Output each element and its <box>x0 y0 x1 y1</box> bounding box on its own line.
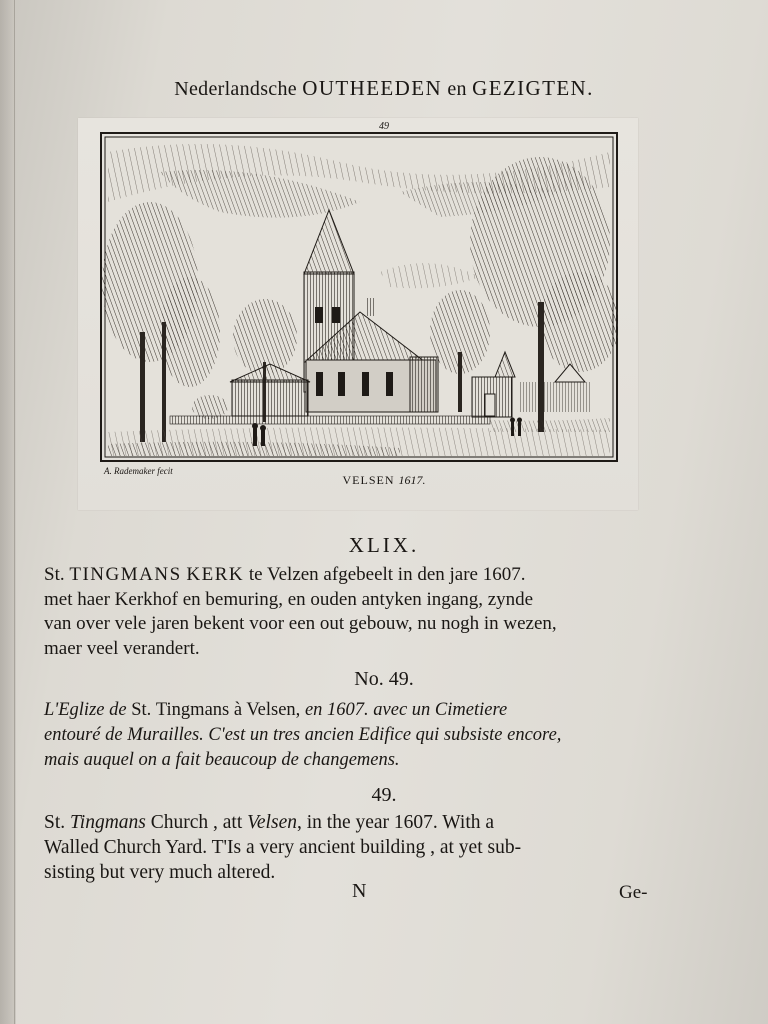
french-line-1 <box>44 698 664 723</box>
english-line-1-b: , in the year 1607. With a <box>296 812 495 833</box>
english-line-2: Walled Church Yard. T'Is a very ancient building , at yet sub- <box>44 837 522 858</box>
entry-number: 49. <box>371 784 397 806</box>
english-line-1-a: Church , att <box>150 812 243 833</box>
french-line-1-a: L'Eglize de <box>44 700 127 720</box>
entry-number-label: No. 49. <box>354 668 414 690</box>
dutch-saint: St. <box>44 564 65 585</box>
running-title <box>0 76 768 101</box>
english-description <box>44 810 664 885</box>
dutch-description <box>44 563 664 661</box>
dutch-name: TINGMANS <box>69 564 182 585</box>
dutch-line-3: van over vele jaren bekent voor een out gebouw, nu nogh in wezen, <box>44 613 557 634</box>
french-saint: St. <box>131 700 152 720</box>
plate-number: 49 <box>379 121 389 132</box>
engraver-credit: A. Rademaker fecit <box>104 466 173 476</box>
title-connector: en <box>447 78 467 100</box>
church-engraving <box>100 132 618 462</box>
entry-roman-numeral: XLIX. <box>348 533 420 557</box>
title-prefix: Nederlandsche <box>174 78 297 100</box>
english-line-1 <box>44 810 664 835</box>
signature-mark: N <box>352 880 367 902</box>
french-line-2: entouré de Murailles. C'est un tres ancien Edifice qui subsiste encore, <box>44 725 562 745</box>
english-place: Velsen <box>247 812 297 833</box>
title-outheeden: OUTHEEDEN <box>302 76 443 100</box>
dutch-line-4: maer veel verandert. <box>44 637 200 659</box>
title-gezigten: GEZIGTEN. <box>472 76 594 100</box>
dutch-line-2: met haer Kerkhof en bemuring, en ouden antyken ingang, zynde <box>44 588 534 610</box>
plate-caption <box>0 473 768 488</box>
dutch-line-1-rest: te Velzen afgebeelt in den jare 1607. <box>248 564 526 585</box>
dutch-line-1 <box>44 563 664 588</box>
english-line-3: sisting but very much altered. <box>44 862 276 883</box>
french-line-1-c: en 1607. <box>304 700 369 720</box>
churchyard-ground <box>108 416 610 456</box>
english-saint: St. <box>44 812 66 833</box>
english-name: Tingmans <box>70 812 146 833</box>
catchword: Ge- <box>619 882 648 903</box>
french-description <box>44 698 664 773</box>
dutch-kerk: KERK <box>186 564 245 585</box>
french-line-3: mais auquel on a fait beaucoup de changemens. <box>44 750 400 770</box>
page-gutter-line <box>14 0 15 1024</box>
plate-caption-year: 1617. <box>398 473 426 487</box>
plate-caption-name: VELSEN <box>342 473 395 487</box>
french-line-1-d: avec un Cimetiere <box>373 700 508 720</box>
french-line-1-b: Tingmans à Velsen, <box>155 700 301 720</box>
